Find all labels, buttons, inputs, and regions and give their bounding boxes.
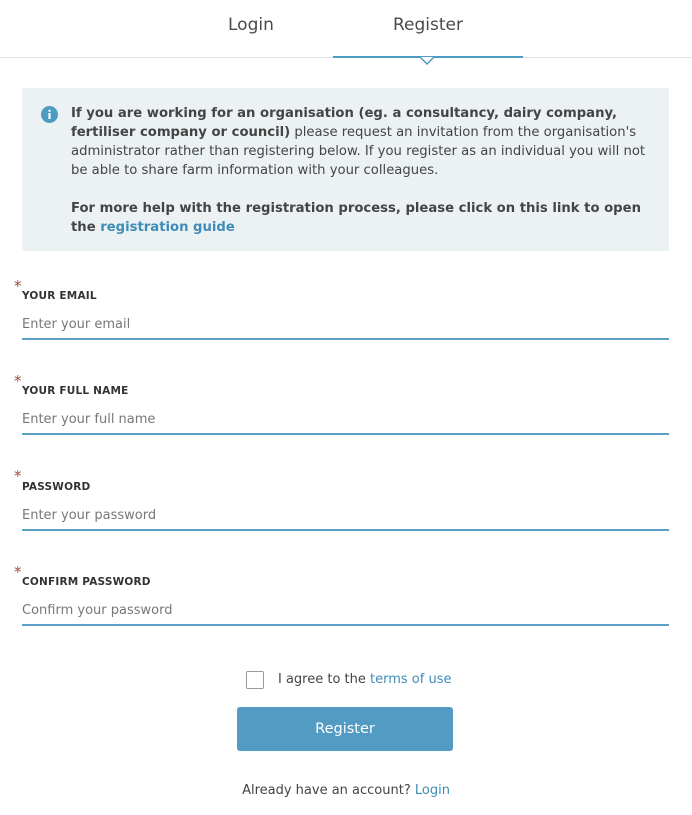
- required-marker: *: [14, 563, 22, 581]
- info-circle-icon: [41, 106, 58, 123]
- email-input[interactable]: [22, 310, 669, 340]
- login-prompt: [0, 783, 692, 798]
- required-marker: *: [14, 277, 22, 295]
- notice-organisation-rest: please request an invitation from the organisation's administrator rather than registering below. If you register as an individual you will not be able to share farm information with your colleagues.: [71, 125, 646, 178]
- notice-paragraph-organisation: [71, 104, 651, 180]
- login-link[interactable]: Login: [414, 783, 450, 798]
- tab-login[interactable]: Login: [228, 15, 274, 35]
- confirm-password-input[interactable]: [22, 596, 669, 626]
- tab-register[interactable]: Register: [393, 15, 463, 35]
- required-marker: *: [14, 467, 22, 485]
- full-name-label: YOUR FULL NAME: [22, 385, 129, 397]
- caret-down-icon: [420, 57, 434, 65]
- required-marker: *: [14, 372, 22, 390]
- notice-paragraph-help: [71, 199, 651, 237]
- terms-prefix: I agree to the: [278, 672, 371, 687]
- terms-label: [278, 672, 451, 687]
- notice-help-text: For more help with the registration process, please click on this link to open the: [71, 201, 641, 235]
- auth-tabs: [0, 0, 692, 58]
- registration-guide-link[interactable]: registration guide: [100, 220, 235, 235]
- register-button[interactable]: Register: [237, 707, 453, 751]
- password-label: PASSWORD: [22, 481, 91, 493]
- full-name-input[interactable]: [22, 405, 669, 435]
- terms-checkbox[interactable]: [246, 671, 264, 689]
- confirm-password-label: CONFIRM PASSWORD: [22, 576, 151, 588]
- login-prompt-text: Already have an account?: [242, 783, 415, 798]
- password-input[interactable]: [22, 501, 669, 531]
- notice-organisation-bold: If you are working for an organisation (eg. a consultancy, dairy company, fertiliser company or council): [71, 106, 618, 140]
- email-label: YOUR EMAIL: [22, 290, 97, 302]
- registration-notice: [22, 88, 669, 251]
- terms-of-use-link[interactable]: terms of use: [370, 672, 452, 687]
